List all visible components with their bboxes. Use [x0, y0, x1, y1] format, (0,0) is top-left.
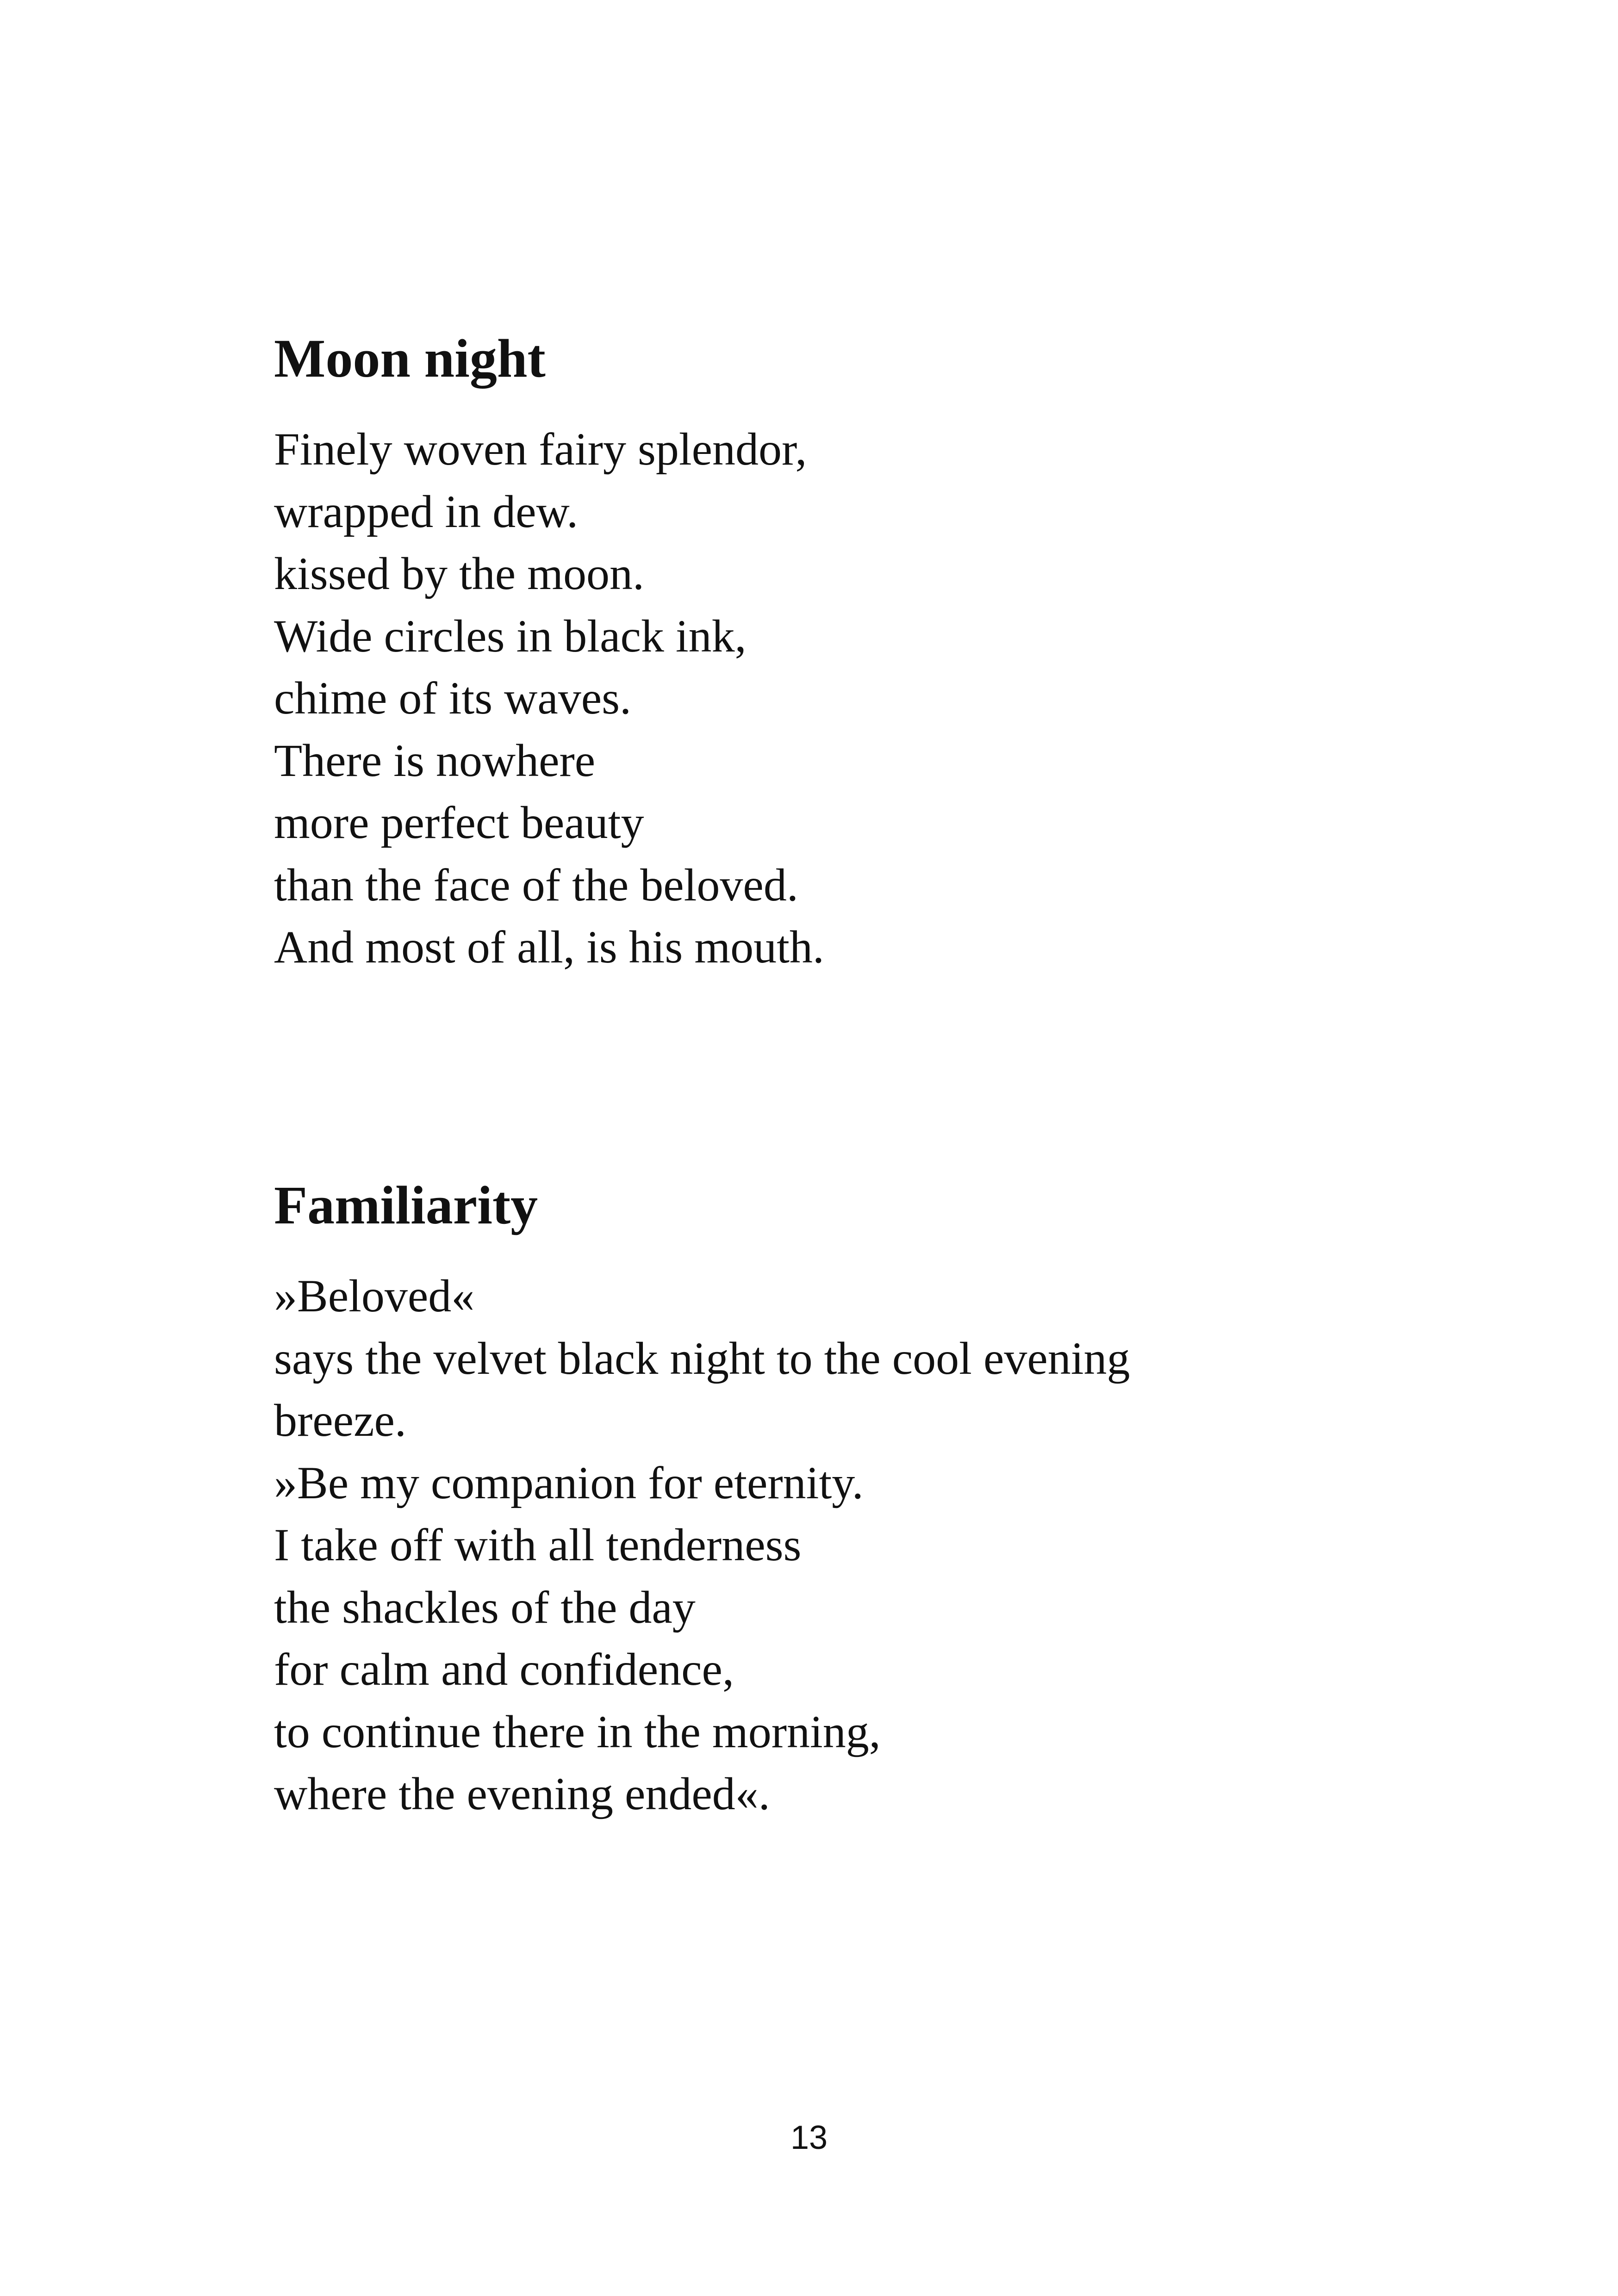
poem-line: breeze.: [274, 1395, 406, 1446]
poem-line: the shackles of the day: [274, 1581, 696, 1633]
poem-line: chime of its waves.: [274, 672, 632, 724]
poem-line: I take off with all tenderness: [274, 1519, 802, 1570]
poem-familiarity: [274, 1171, 1477, 1825]
poem-title: Moon night: [274, 328, 546, 389]
poem-line: And most of all, is his mouth.: [274, 921, 824, 973]
poem-line: to continue there in the morning,: [274, 1706, 881, 1757]
poem-title: Familiarity: [274, 1175, 538, 1235]
poem-line: kissed by the moon.: [274, 548, 644, 599]
poem-line: than the face of the beloved.: [274, 859, 798, 911]
poem-line: »Beloved«: [274, 1270, 475, 1322]
poem-body: [274, 1265, 1477, 1825]
poem-line: Finely woven fairy splendor,: [274, 423, 807, 475]
page-number: 13: [790, 2119, 828, 2156]
poem-moon-night: [274, 324, 1477, 979]
poem-line: »Be my companion for eternity.: [274, 1457, 864, 1508]
poem-line: where the evening ended«.: [274, 1768, 770, 1819]
poem-line: Wide circles in black ink,: [274, 610, 747, 662]
poem-body: [274, 418, 1477, 979]
poem-line: for calm and confidence,: [274, 1644, 734, 1695]
poem-line: There is nowhere: [274, 734, 596, 786]
poem-line: wrapped in dew.: [274, 485, 579, 537]
poem-line: says the velvet black night to the cool evening: [274, 1332, 1130, 1384]
poem-line: more perfect beauty: [274, 797, 644, 848]
